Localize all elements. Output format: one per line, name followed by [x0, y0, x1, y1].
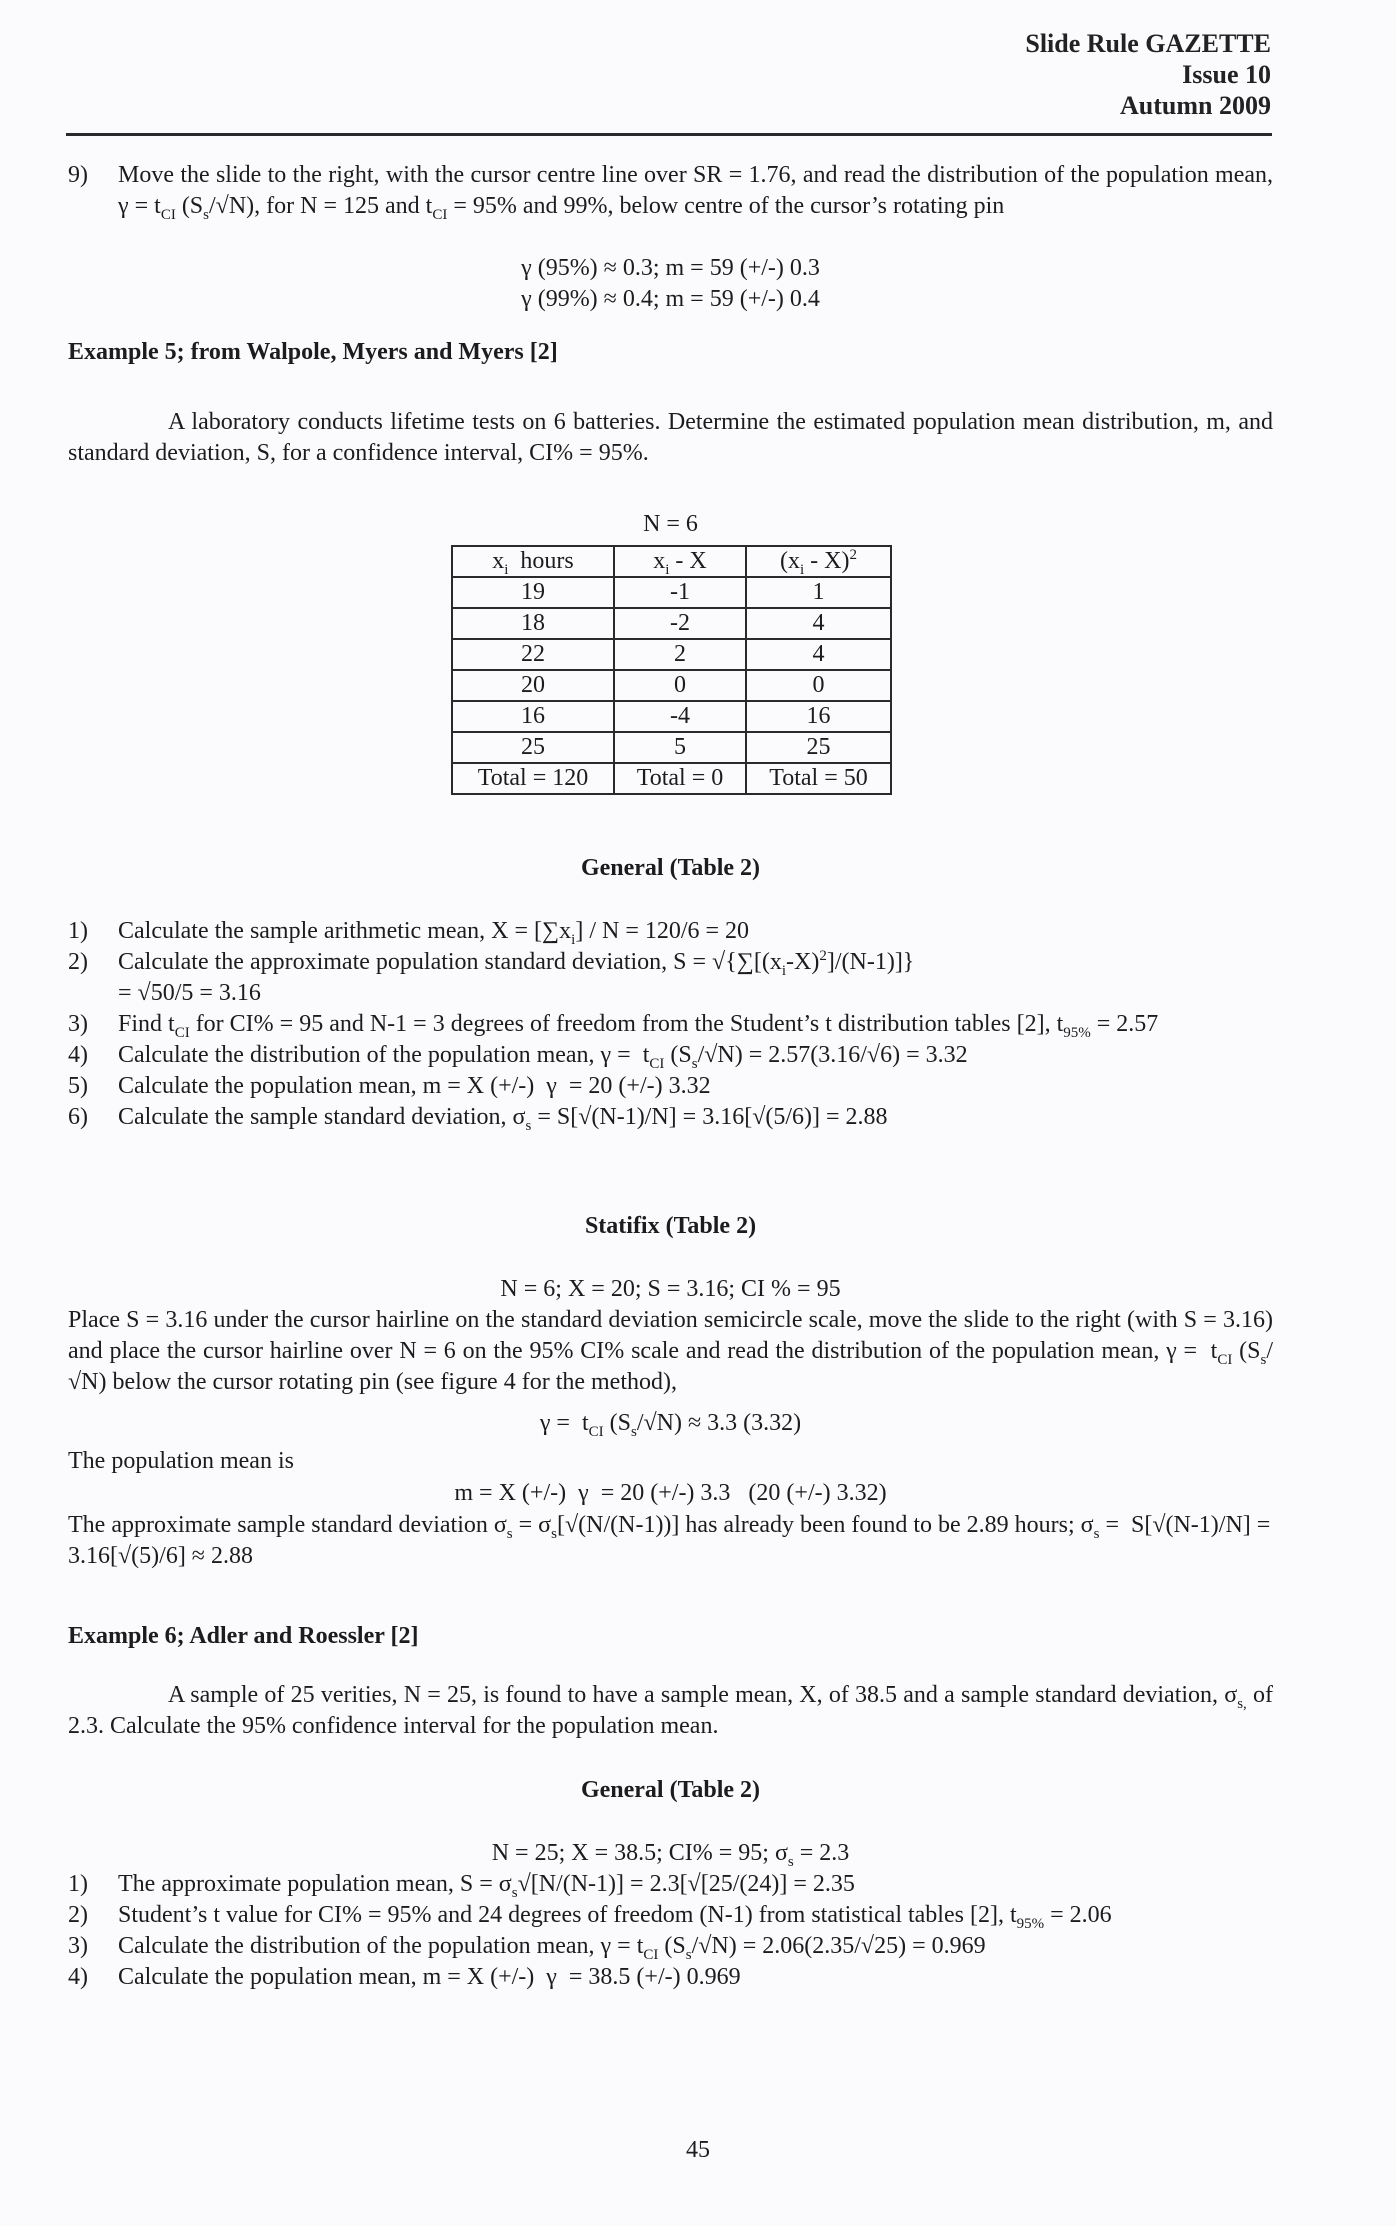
- table-row: [452, 608, 891, 639]
- step-number: 4): [68, 1042, 88, 1068]
- example-6-steps: [68, 1869, 1273, 1993]
- issue-number: Issue 10: [1182, 60, 1271, 89]
- table-cell: 16: [746, 701, 891, 732]
- issue-season: Autumn 2009: [1120, 91, 1271, 120]
- statifix-text: Place S = 3.16 under the cursor hairline on the standard deviation semicircle scale, move the slide to the right (with S = 3.16) and place the cursor hairline over N = 6 on the 95% CI% scale and read the distribution of the population mean, $\gamma = t_{CI}$ $(S_s/√N)$ below the cursor rotating pin (see figure 4 for the method),: [68, 1307, 1273, 1395]
- general-heading-6: General (Table 2): [580, 1777, 761, 1803]
- step-9: [68, 160, 1273, 222]
- table-cell: -4: [614, 701, 746, 732]
- step-item: [68, 1040, 1273, 1071]
- page-header: [1025, 28, 1271, 121]
- header-rule: [66, 133, 1272, 136]
- step-9-result-95: γ (95%) ≈ 0.3; m = 59 (+/-) 0.3: [521, 255, 820, 281]
- table-totals-row: [452, 763, 891, 794]
- publication-title: Slide Rule GAZETTE: [1025, 29, 1271, 58]
- statifix-heading: Statifix (Table 2): [584, 1213, 757, 1239]
- table-row: [452, 701, 891, 732]
- step-item: [68, 1962, 1273, 1993]
- table-cell: 5: [614, 732, 746, 763]
- statifix-params: N = 6; X = 20; S = 3.16; CI % = 95: [500, 1276, 841, 1302]
- column-header: $x_i$ - X: [614, 546, 746, 577]
- step-text: Move the slide to the right, with the cursor centre line over SR = 1.76, and read the distribution of the population mean, $\gamma = t_{CI}$ $(S_s/√N)$, for N = 125 and $t_{CI} = 95\%$ and 99%, below centre of the cursor’s rotating pin: [118, 162, 1273, 223]
- example-6-heading: Example 6; Adler and Roessler [2]: [68, 1623, 419, 1649]
- table-cell: 1: [746, 577, 891, 608]
- general-heading-5: General (Table 2): [580, 855, 761, 881]
- table-caption: N = 6: [643, 511, 698, 537]
- table-cell: 22: [452, 639, 614, 670]
- table-cell: 25: [746, 732, 891, 763]
- step-text: Calculate the sample arithmetic mean, $X = [\sum x_i] / N = 120/6 = 20$: [118, 918, 750, 948]
- table-cell: 20: [452, 670, 614, 701]
- example-5-intro: A laboratory conducts lifetime tests on 6 batteries. Determine the estimated population mean distribution, m, and standard deviation, S, for a confidence interval, CI% = 95%.: [68, 409, 1273, 466]
- table-cell: 0: [746, 670, 891, 701]
- step-number: 9): [68, 162, 88, 188]
- example-5-heading: Example 5; from Walpole, Myers and Myers [2]: [68, 339, 558, 365]
- step-number: 2): [68, 1902, 88, 1928]
- step-item: [68, 916, 1273, 947]
- column-header: $x_i$ hours: [452, 546, 614, 577]
- example-5-steps: [68, 916, 1273, 1133]
- pop-mean-equation: m = X (+/-) γ = 20 (+/-) 3.3 (20 (+/-) 3.32): [454, 1480, 887, 1506]
- step-text: Calculate the approximate population standard deviation, $S = √\{\sum[(x_i-X)^2]/(N-1)]$} = √50/5 = 3.16: [118, 948, 915, 1006]
- table-cell: 18: [452, 608, 614, 639]
- table-cell: 19: [452, 577, 614, 608]
- table-cell: Total = 0: [614, 763, 746, 794]
- column-header: $(x_i - X)^2$: [746, 546, 891, 577]
- step-item: [68, 1102, 1273, 1133]
- step-text: Calculate the population mean, m = X (+/-) γ = 38.5 (+/-) 0.969: [118, 1964, 741, 1990]
- step-number: 4): [68, 1964, 88, 1990]
- step-item: [68, 1869, 1273, 1900]
- table-cell: 4: [746, 608, 891, 639]
- table-cell: 0: [614, 670, 746, 701]
- step-number: 3): [68, 1011, 88, 1037]
- battery-data-table: [451, 545, 892, 795]
- table-cell: -1: [614, 577, 746, 608]
- table-header-row: [452, 546, 891, 577]
- table-row: [452, 670, 891, 701]
- page-number: 45: [686, 2137, 710, 2163]
- step-text: Student’s t value for CI% = 95% and 24 degrees of freedom (N-1) from statistical tables [2], $t_{95\%} = 2.06$: [118, 1902, 1112, 1932]
- step-item: [68, 1931, 1273, 1962]
- step-9-result-99: γ (99%) ≈ 0.4; m = 59 (+/-) 0.4: [521, 286, 820, 312]
- step-item: [68, 947, 1273, 1009]
- step-item: [68, 1071, 1273, 1102]
- pop-mean-label: The population mean is: [68, 1448, 294, 1474]
- step-number: 6): [68, 1104, 88, 1130]
- table-row: [452, 732, 891, 763]
- step-text: Calculate the population mean, m = X (+/-) γ = 20 (+/-) 3.32: [118, 1073, 711, 1099]
- step-text: The approximate population mean, $S = \sigma_s√[N/(N-1)] = 2.3[√[25/(24)] = 2.35$: [118, 1871, 855, 1901]
- step-number: 3): [68, 1933, 88, 1959]
- step-text: Calculate the sample standard deviation, $\sigma_s = S[√(N-1)/N] = 3.16[√(5/6)] = 2.88$: [118, 1104, 888, 1134]
- step-number: 1): [68, 1871, 88, 1897]
- example-6-params: N = 25; X = 38.5; CI% = 95; $\sigma_s = 2.3$: [491, 1840, 850, 1870]
- table-cell: 2: [614, 639, 746, 670]
- example-6-intro: A sample of 25 verities, N = 25, is found to have a sample mean, X, of 38.5 and a sample standard deviation, $\sigma_{s,}$ of 2.3. Calculate the 95% confidence interval for the population mean.: [68, 1682, 1273, 1739]
- table-cell: -2: [614, 608, 746, 639]
- step-item: [68, 1900, 1273, 1931]
- step-text: Calculate the distribution of the population mean, $\gamma = t_{CI}$ $(S_s/√N) = 2.57(3.16/√6) = 3.32$: [118, 1042, 968, 1072]
- step-item: [68, 1009, 1273, 1040]
- table-cell: 25: [452, 732, 614, 763]
- table-row: [452, 639, 891, 670]
- table-cell: Total = 120: [452, 763, 614, 794]
- step-number: 5): [68, 1073, 88, 1099]
- step-number: 2): [68, 949, 88, 975]
- table-cell: 4: [746, 639, 891, 670]
- step-text: Calculate the distribution of the population mean, $\gamma = t_{CI}$ $(S_s/√N) = 2.06(2.35/√25) = 0.969$: [118, 1933, 986, 1963]
- sample-sd-text: The approximate sample standard deviation $\sigma_s = \sigma_s[√(N/(N-1))]$ has already been found to be 2.89 hours; $\sigma_s = S[√(N-1)/N] = 3.16[√(5)/6] \approx 2.88$: [68, 1512, 1271, 1569]
- table-cell: Total = 50: [746, 763, 891, 794]
- table-row: [452, 577, 891, 608]
- statifix-gamma: $\gamma = t_{CI}$ $(S_s/√N) \approx 3.3$ (3.32): [539, 1410, 802, 1440]
- table-cell: 16: [452, 701, 614, 732]
- step-text: Find $t_{CI}$ for CI% = 95 and N-1 = 3 degrees of freedom from the Student’s t distribution tables [2], $t_{95\%} = 2.57$: [118, 1011, 1159, 1041]
- step-number: 1): [68, 918, 88, 944]
